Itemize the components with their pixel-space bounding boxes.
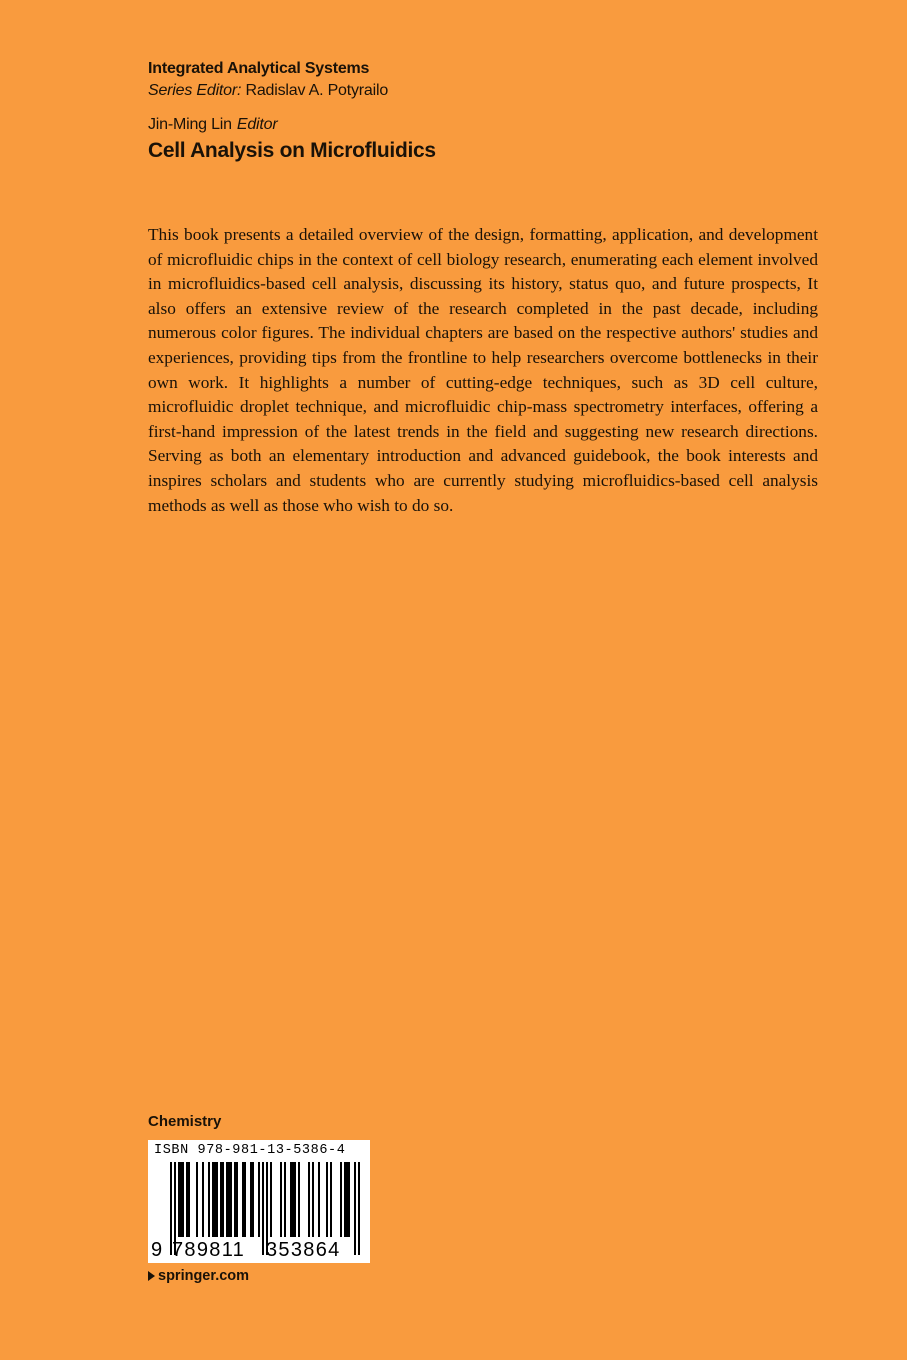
book-title: Cell Analysis on Microfluidics	[148, 139, 436, 162]
barcode-bar	[252, 1162, 254, 1237]
barcode-guard-bar	[262, 1162, 264, 1255]
barcode-bar	[214, 1162, 216, 1237]
ean-first-digit: 9	[151, 1239, 163, 1261]
isbn-barcode	[148, 1140, 370, 1263]
barcode-bar	[242, 1162, 244, 1237]
barcode-bar	[220, 1162, 222, 1237]
barcode-bar	[292, 1162, 294, 1237]
barcode-bar	[188, 1162, 190, 1237]
publisher-website	[148, 1268, 249, 1284]
barcode-bar	[222, 1162, 224, 1237]
website-text: springer.com	[158, 1268, 250, 1284]
triangle-right-icon	[148, 1271, 155, 1281]
barcode-bar	[326, 1162, 328, 1237]
barcode-bar	[244, 1162, 246, 1237]
cover-header	[148, 58, 828, 165]
barcode-bar	[340, 1162, 342, 1237]
barcode-bar	[250, 1162, 252, 1237]
barcode-bar	[180, 1162, 182, 1237]
barcode-bar	[308, 1162, 310, 1237]
barcode-bar	[312, 1162, 314, 1237]
barcode-bar	[280, 1162, 282, 1237]
book-description: This book presents a detailed overview of the design, formatting, application, and development of microfluidic chips in the context of cell biology research, enumerating each element involved in microfluidics-based cell analysis, discussing its history, status quo, and future prospects, It also offers an extensive review of the research completed in the past decade, including numerous color figures. The individual chapters are based on the respective authors' studies and experiences, providing tips from the frontline to help researchers overcome bottlenecks in their own work. It highlights a number of cutting-edge techniques, such as 3D cell culture, microfluidic droplet technique, and microfluidic chip-mass spectrometry interfaces, offering a first-hand impression of the latest trends in the field and suggesting new research directions. Serving as both an elementary introduction and advanced guidebook, the book interests and inspires scholars and students who are currently studying microfluidics-based cell analysis methods as well as those who wish to do so.	[148, 225, 818, 515]
barcode-bar	[344, 1162, 346, 1237]
barcode-bar	[298, 1162, 300, 1237]
series-editor-line	[148, 80, 828, 102]
barcode-bar	[212, 1162, 214, 1237]
barcode-bar	[330, 1162, 332, 1237]
barcode-bar	[284, 1162, 286, 1237]
isbn-number: ISBN 978-981-13-5386-4	[154, 1143, 346, 1158]
barcode-bar	[196, 1162, 198, 1237]
book-editor-line	[148, 114, 828, 136]
subject-category: Chemistry	[148, 1113, 222, 1130]
barcode-bar	[258, 1162, 260, 1237]
barcode-bar	[234, 1162, 236, 1237]
barcode-bar	[236, 1162, 238, 1237]
barcode-bar	[346, 1162, 348, 1237]
series-editor-role: Series Editor:	[148, 82, 242, 99]
series-editor-name: Radislav A. Potyrailo	[245, 82, 389, 99]
barcode-bar	[182, 1162, 184, 1237]
ean-right-digits: 353864	[266, 1239, 341, 1261]
barcode-bar	[348, 1162, 350, 1237]
barcode-bar	[290, 1162, 292, 1237]
barcode-bar	[228, 1162, 230, 1237]
barcode-bar	[208, 1162, 210, 1237]
ean-left-digits: 789811	[172, 1239, 246, 1261]
book-editor-name: Jin-Ming Lin	[148, 116, 232, 133]
book-editor-role: Editor	[236, 116, 278, 133]
barcode-bar	[178, 1162, 180, 1237]
barcode-bar	[230, 1162, 232, 1237]
barcode-bar	[216, 1162, 218, 1237]
barcode-bar	[226, 1162, 228, 1237]
barcode-bar	[318, 1162, 320, 1237]
series-title: Integrated Analytical Systems	[148, 60, 370, 77]
barcode-bar	[294, 1162, 296, 1237]
barcode-bar	[186, 1162, 188, 1237]
barcode-bar	[202, 1162, 204, 1237]
barcode-bar	[270, 1162, 272, 1237]
